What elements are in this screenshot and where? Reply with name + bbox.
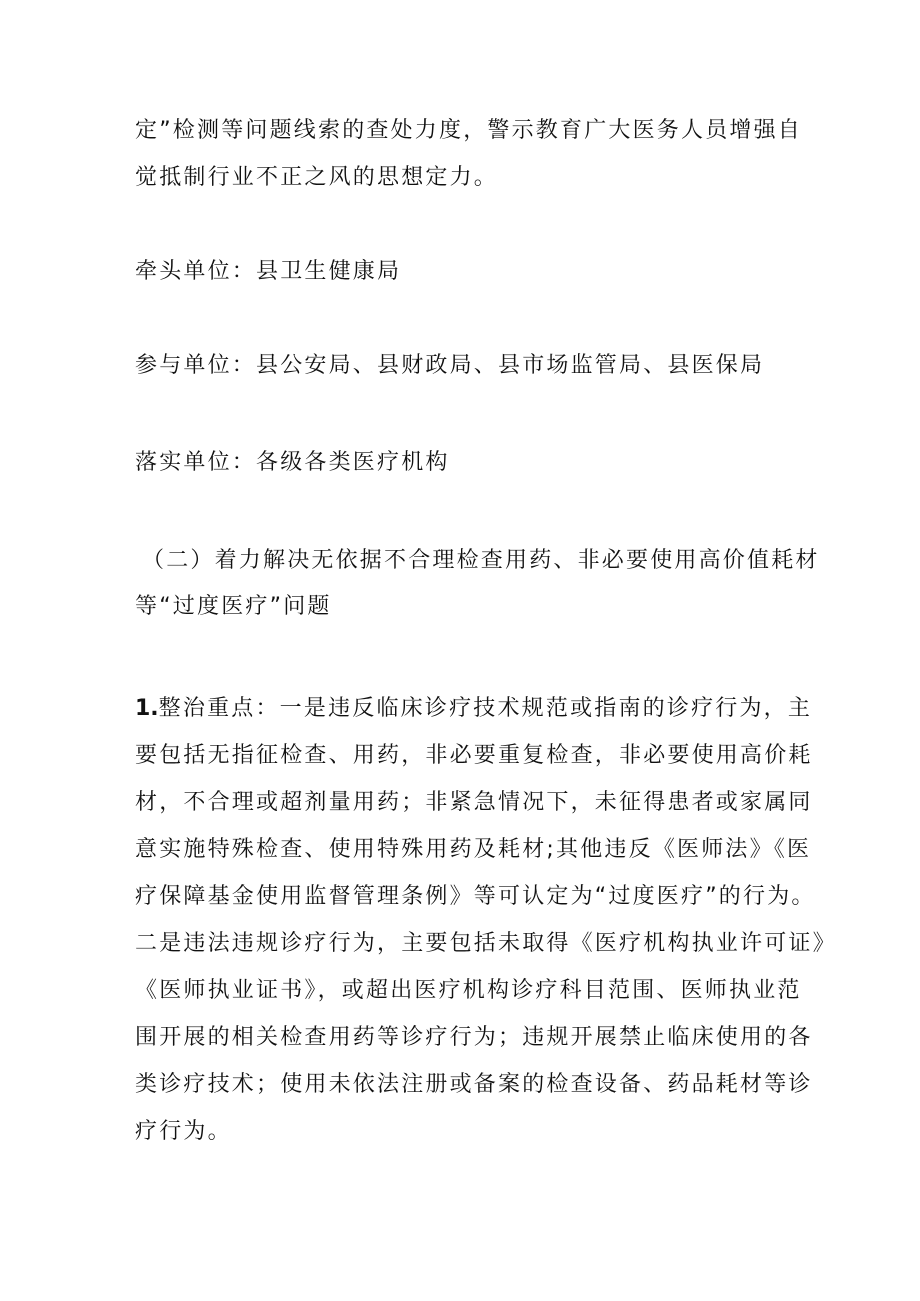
section-heading-line-2: 等“过度医疗”问题 <box>135 594 332 619</box>
item-number: 1. <box>135 696 159 721</box>
section-heading-line-1: （二）着力解决无依据不合理检查用药、非必要使用高价值耗材 <box>142 548 820 573</box>
focus-line-7: 《医师执业证书》，或超出医疗机构诊疗科目范围、医师执业范 <box>135 978 802 1003</box>
focus-line-1 <box>135 693 813 725</box>
focus-line-6: 二是违法违规诊疗行为，主要包括未取得《医疗机构执业许可证》 <box>135 931 837 956</box>
focus-line-1-text: 整治重点：一是违反临床诊疗技术规范或指南的诊疗行为，主 <box>158 696 813 721</box>
focus-line-8: 围开展的相关检查用药等诊疗行为；违规开展禁止临床使用的各 <box>135 1025 813 1050</box>
focus-line-9: 类诊疗技术；使用未依法注册或备案的检查设备、药品耗材等诊 <box>135 1072 813 1097</box>
intro-line-2: 觉抵制行业不正之风的思想定力。 <box>135 165 499 190</box>
focus-line-10: 疗行为。 <box>135 1119 232 1144</box>
focus-line-5: 疗保障基金使用监督管理条例》等可认定为“过度医疗”的行为。 <box>135 884 816 909</box>
focus-line-2: 要包括无指征检查、用药，非必要重复检查，非必要使用高价耗 <box>135 743 813 768</box>
participating-units-line: 参与单位：县公安局、县财政局、县市场监管局、县医保局 <box>135 353 765 378</box>
focus-line-4: 意实施特殊检查、使用特殊用药及耗材;其他违反《医师法》《医 <box>135 837 812 862</box>
focus-line-3: 材，不合理或超剂量用药；非紧急情况下，未征得患者或家属同 <box>135 790 813 815</box>
implementing-units-line: 落实单位：各级各类医疗机构 <box>135 450 450 475</box>
lead-unit-line: 牵头单位：县卫生健康局 <box>135 259 402 284</box>
intro-line-1: 定”检测等问题线索的查处力度，警示教育广大医务人员增强自 <box>135 118 802 143</box>
